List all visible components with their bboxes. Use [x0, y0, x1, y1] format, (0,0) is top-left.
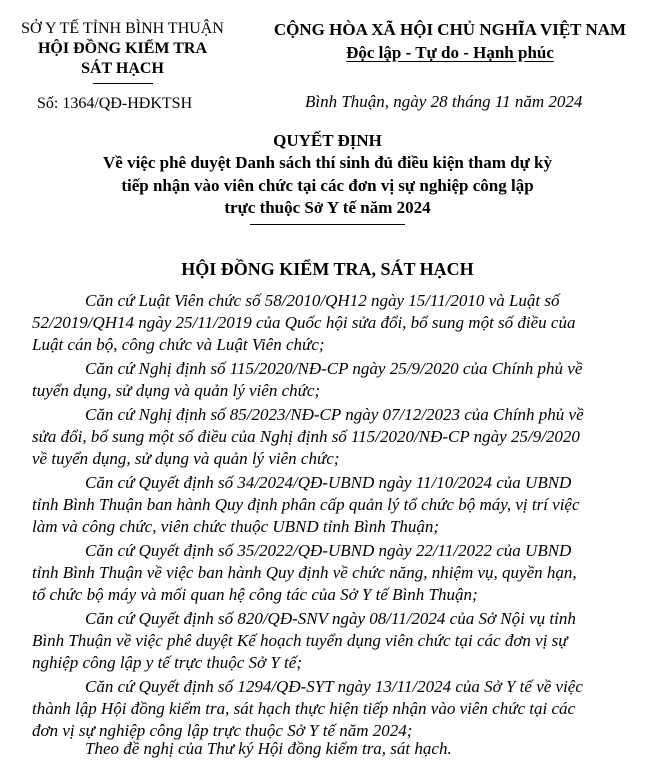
- document-number: Số: 1364/QĐ-HĐKTSH: [37, 95, 193, 112]
- clause-line: Căn cứ Luật Viên chức số 58/2010/QH12 ngày 15/11/2010 và Luật số: [85, 291, 560, 310]
- clause-line: làm và công chức, viên chức thuộc UBND tỉnh Bình Thuận;: [32, 517, 440, 536]
- issuing-authority: HỘI ĐỒNG KIỂM TRA, SÁT HẠCH: [181, 259, 474, 279]
- left-header-divider: [93, 83, 153, 84]
- clause-line: Bình Thuận về việc phê duyệt Kế hoạch tuyển dụng viên chức tại các đơn vị sự: [32, 631, 568, 650]
- country-name: CỘNG HÒA XÃ HỘI CHỦ NGHĨA VIỆT NAM: [273, 20, 627, 39]
- preamble-clause: [32, 472, 637, 538]
- clause-line: nghiệp công lập y tế trực thuộc Sở Y tế;: [32, 653, 302, 672]
- clause-line: Căn cứ Quyết định số 820/QĐ-SNV ngày 08/11/2024 của Sở Nội vụ tỉnh: [85, 609, 576, 628]
- council-name-line2: SÁT HẠCH: [81, 60, 164, 77]
- clause-line: tuyển dụng, sử dụng và quản lý viên chức;: [32, 381, 321, 400]
- clause-line: Theo đề nghị của Thư ký Hội đồng kiểm tra, sát hạch.: [85, 739, 452, 758]
- preamble-clause: [32, 290, 637, 356]
- subject-line-3: trực thuộc Sở Y tế năm 2024: [224, 198, 431, 217]
- council-name-line1: HỘI ĐỒNG KIỂM TRA: [37, 40, 208, 57]
- clause-line: tỉnh Bình Thuận ban hành Quy định phân cấp quản lý tổ chức bộ máy, vị trí việc: [32, 495, 580, 514]
- preamble-clause: [32, 358, 637, 402]
- clause-line: tỉnh Bình Thuận về việc ban hành Quy định về chức năng, nhiệm vụ, quyền hạn,: [32, 563, 577, 582]
- clause-line: tổ chức bộ máy và mối quan hệ công tác của Sở Y tế Bình Thuận;: [32, 585, 478, 604]
- subject-line-2: tiếp nhận vào viên chức tại các đơn vị sự nghiệp công lập: [121, 176, 534, 195]
- clause-line: Căn cứ Nghị định số 85/2023/NĐ-CP ngày 07/12/2023 của Chính phủ về: [85, 405, 584, 424]
- document-type: QUYẾT ĐỊNH: [273, 131, 382, 150]
- preamble-clause: [32, 540, 637, 606]
- place-and-date: Bình Thuận, ngày 28 tháng 11 năm 2024: [305, 92, 583, 111]
- title-divider: [250, 224, 405, 225]
- preamble-clause: [32, 738, 637, 760]
- clause-line: Căn cứ Quyết định số 1294/QĐ-SYT ngày 13/11/2024 của Sở Y tế về việc: [85, 677, 583, 696]
- preamble-clause: [32, 676, 637, 742]
- preamble-clause: [32, 608, 637, 674]
- national-motto: Độc lập - Tự do - Hạnh phúc: [346, 43, 554, 62]
- clause-line: sửa đổi, bổ sung một số điều của Nghị định số 115/2020/NĐ-CP ngày 25/9/2020: [32, 427, 580, 446]
- preamble-clause: [32, 404, 637, 470]
- clause-line: Luật cán bộ, công chức và Luật Viên chức;: [32, 335, 325, 354]
- clause-line: Căn cứ Quyết định số 34/2024/QĐ-UBND ngày 11/10/2024 của UBND: [85, 473, 572, 492]
- clause-line: về tuyển dụng, sử dụng và quản lý viên chức;: [32, 449, 340, 468]
- clause-line: đơn vị sự nghiệp công lập trực thuộc Sở Y tế năm 2024;: [32, 721, 413, 740]
- agency-name: SỞ Y TẾ TỈNH BÌNH THUẬN: [21, 20, 224, 37]
- clause-line: 52/2019/QH14 ngày 25/11/2019 của Quốc hội sửa đổi, bổ sung một số điều của: [32, 313, 576, 332]
- clause-line: thành lập Hội đồng kiểm tra, sát hạch thực hiện tiếp nhận vào viên chức tại các: [32, 699, 576, 718]
- subject-line-1: Về việc phê duyệt Danh sách thí sinh đủ điều kiện tham dự kỳ: [103, 153, 552, 172]
- clause-line: Căn cứ Quyết định số 35/2022/QĐ-UBND ngày 22/11/2022 của UBND: [85, 541, 572, 560]
- clause-line: Căn cứ Nghị định số 115/2020/NĐ-CP ngày 25/9/2020 của Chính phủ về: [85, 359, 583, 378]
